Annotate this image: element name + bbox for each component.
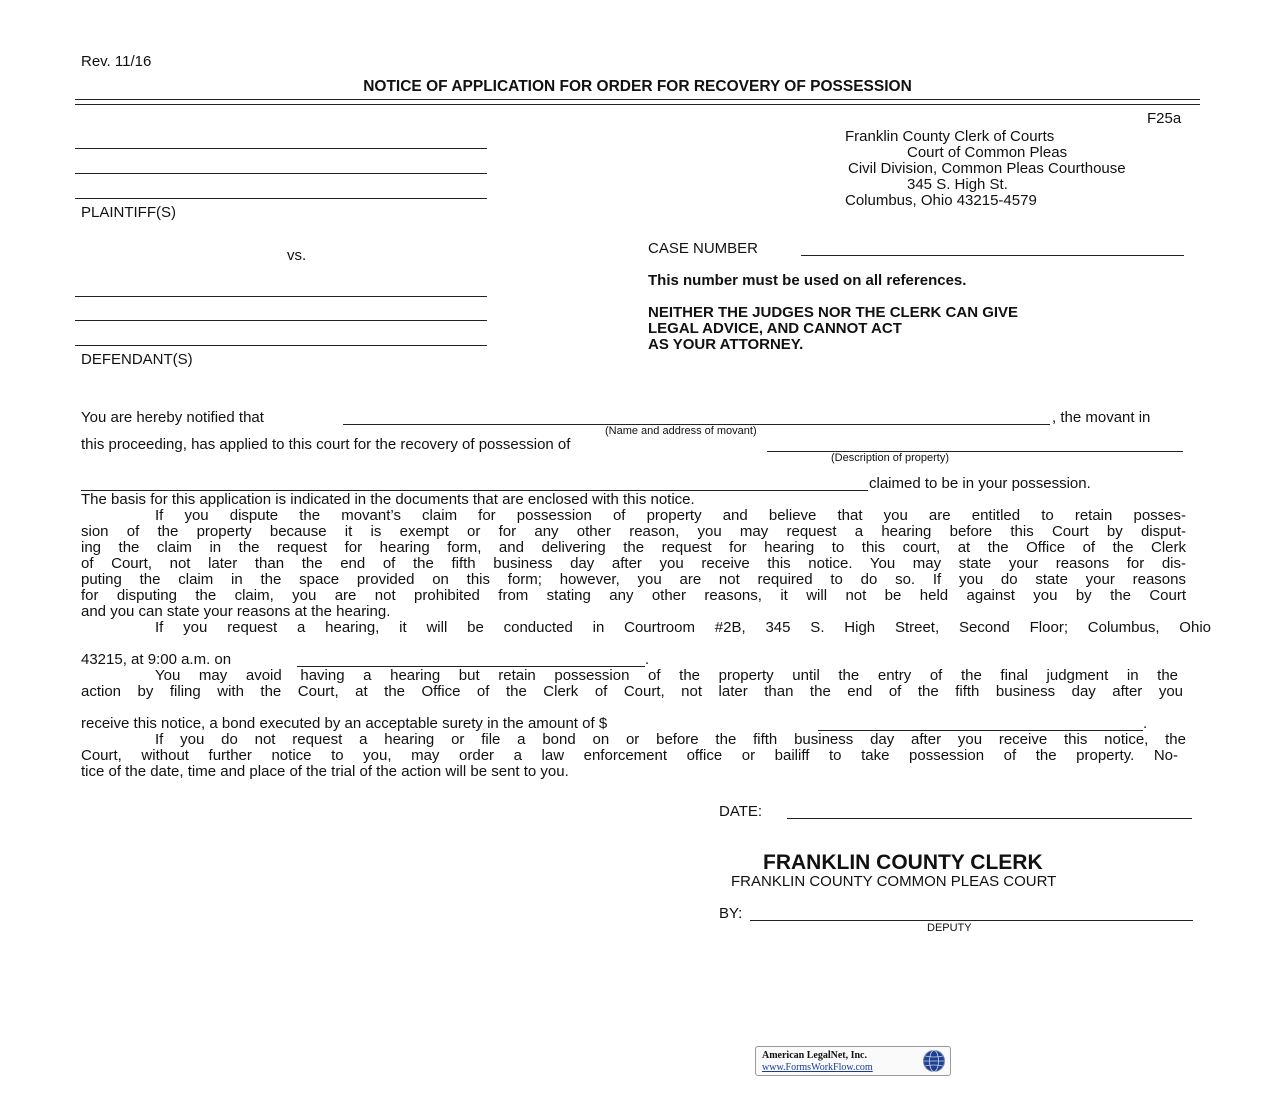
court-name: FRANKLIN COUNTY COMMON PLEAS COURT	[731, 873, 1057, 890]
defendant-line-2[interactable]	[75, 320, 487, 321]
dispute-line-7: and you can state your reasons at the hearing.	[81, 603, 391, 620]
movant-caption: (Name and address of movant)	[605, 425, 757, 437]
dispute-line-5: puting the claim in the space provided on this form; however, you are not required to do so. If you do state your reasons	[81, 571, 1186, 588]
hearing-date-period: .	[645, 651, 650, 668]
dispute-line-6: for disputing the claim, you are not prohibited from stating any other reasons, it will not be held against you by the Court	[81, 587, 1186, 604]
deputy-caption: DEPUTY	[927, 922, 972, 934]
logo-company-name: American LegalNet, Inc.	[762, 1050, 867, 1061]
legal-advice-warning-line3: AS YOUR ATTORNEY.	[648, 336, 804, 353]
bond-line-1: You may avoid having a hearing but retain possession of the property until the entry of the final judgment in the	[155, 667, 1178, 684]
plaintiff-line-3[interactable]	[75, 198, 487, 199]
american-legalnet-logo[interactable]	[755, 1046, 951, 1076]
court-address-line2: Court of Common Pleas	[907, 144, 1068, 161]
court-address-line1: Franklin County Clerk of Courts	[845, 128, 1055, 145]
title-rule-top	[75, 99, 1200, 100]
defendant-label: DEFENDANT(S)	[81, 351, 193, 368]
dispute-line-2: sion of the property because it is exempt or for any other reason, you may request a hearing before this Court by disput-	[81, 523, 1186, 540]
hearing-line-2-prefix: 43215, at 9:00 a.m. on	[81, 651, 232, 668]
default-line-2: Court, without further notice to you, may order a law enforcement office or bailiff to take possession of the property. No-	[81, 747, 1178, 764]
plaintiff-line-1[interactable]	[75, 148, 487, 149]
by-label: BY:	[719, 905, 743, 922]
form-code: F25a	[1147, 110, 1182, 127]
date-label: DATE:	[719, 803, 763, 820]
defendant-line-1[interactable]	[75, 296, 487, 297]
form-title: NOTICE OF APPLICATION FOR ORDER FOR RECOVERY OF POSSESSION	[363, 78, 912, 95]
dispute-line-1: If you dispute the movant’s claim for possession of property and believe that you are entitled to retain posses-	[155, 507, 1186, 524]
title-rule-bottom	[75, 104, 1200, 105]
dispute-line-4: of Court, not later than the end of the fifth business day after you receive this notice. You may state your reasons for dis-	[81, 555, 1186, 572]
plaintiff-line-2[interactable]	[75, 173, 487, 174]
hearing-line-1: If you request a hearing, it will be conducted in Courtroom #2B, 345 S. High Street, Second Floor; Columbus, Ohio	[155, 619, 1211, 636]
notice-intro-suffix: , the movant in	[1052, 409, 1151, 426]
legal-advice-warning-line1: NEITHER THE JUDGES NOR THE CLERK CAN GIVE	[648, 304, 1019, 321]
court-address-line5: Columbus, Ohio 43215-4579	[845, 192, 1037, 209]
plaintiff-label: PLAINTIFF(S)	[81, 204, 177, 221]
defendant-line-3[interactable]	[75, 345, 487, 346]
claimed-text: claimed to be in your possession.	[869, 475, 1091, 492]
default-line-1: If you do not request a hearing or file a bond on or before the fifth business day after you receive this notice, the	[155, 731, 1186, 748]
property-caption: (Description of property)	[831, 452, 949, 464]
clerk-title: FRANKLIN COUNTY CLERK	[763, 851, 1043, 874]
revision-label: Rev. 11/16	[81, 53, 152, 70]
basis-text: The basis for this application is indicated in the documents that are enclosed with this notice.	[81, 491, 695, 508]
notice-intro-prefix: You are hereby notified that	[81, 409, 264, 426]
logo-url-link[interactable]: www.FormsWorkFlow.com	[762, 1062, 873, 1073]
legal-advice-warning-line2: LEGAL ADVICE, AND CANNOT ACT	[648, 320, 902, 337]
globe-icon	[922, 1049, 946, 1073]
court-address-line3: Civil Division, Common Pleas Courthouse	[848, 160, 1126, 177]
bond-line-2: action by filing with the Court, at the Office of the Clerk of Court, not later than the end of the fifth business day after you	[81, 683, 1183, 700]
date-field[interactable]	[787, 818, 1192, 819]
case-number-field[interactable]	[801, 255, 1184, 256]
court-address-line4: 345 S. High St.	[907, 176, 1008, 193]
default-line-3: tice of the date, time and place of the trial of the action will be sent to you.	[81, 763, 569, 780]
bond-amount-period: .	[1143, 715, 1148, 732]
dispute-line-3: ing the claim in the request for hearing form, and delivering the request for hearing to this court, at the Office of the Clerk	[81, 539, 1186, 556]
reference-note: This number must be used on all references.	[648, 272, 967, 289]
versus-label: vs.	[287, 247, 307, 264]
property-description-field-1[interactable]	[767, 451, 1183, 452]
case-number-label: CASE NUMBER	[648, 240, 759, 257]
notice-line2-prefix: this proceeding, has applied to this court for the recovery of possession of	[81, 436, 571, 453]
deputy-signature-field[interactable]	[750, 920, 1193, 921]
bond-line-3-prefix: receive this notice, a bond executed by an acceptable surety in the amount of $	[81, 715, 608, 732]
